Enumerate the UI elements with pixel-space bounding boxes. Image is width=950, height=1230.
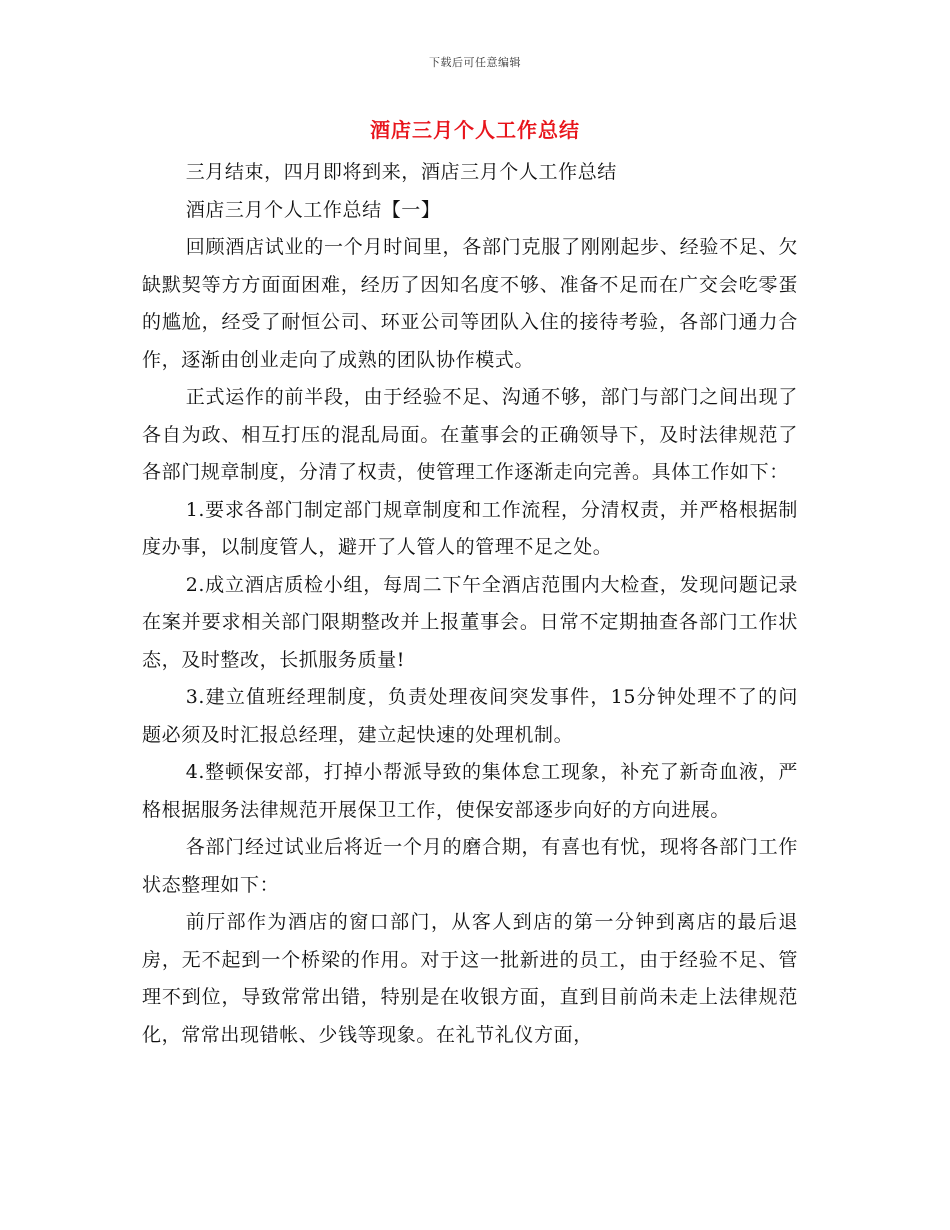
header-note: 下载后可任意编辑 (429, 56, 521, 69)
paragraph-front-office: 前厅部作为酒店的窗口部门，从客人到店的第一分钟到离店的最后退房，无不起到一个桥梁的作用。对于这一批新进的员工，由于经验不足、管理不到位，导致常常出错，特别是在收银方面，直到目前尚未走上法律规范化，常常出现错帐、少钱等现象。在礼节礼仪方面， (142, 911, 798, 1046)
paragraph-review: 回顾酒店试业的一个月时间里，各部门克服了刚刚起步、经验不足、欠缺默契等方方面面困难，经历了因知名度不够、准备不足而在广交会吃零蛋的尴尬，经受了耐恒公司、环亚公司等团队入住的接待考验，各部门通力合作，逐渐由创业走向了成熟的团队协作模式。 (142, 236, 798, 371)
paragraph-item-3: 3.建立值班经理制度，负责处理夜间突发事件，15分钟处理不了的问题必须及时汇报总经理，建立起快速的处理机制。 (142, 686, 798, 746)
paragraph-section-heading: 酒店三月个人工作总结【一】 (185, 198, 441, 221)
document-body (142, 154, 798, 1054)
document-title: 酒店三月个人工作总结 (370, 118, 580, 142)
paragraph-item-4: 4.整顿保安部，打掉小帮派导致的集体怠工现象，补充了新奇血液，严格根据服务法律规范开展保卫工作，使保安部逐步向好的方向进展。 (142, 761, 798, 821)
paragraph-operation: 正式运作的前半段，由于经验不足、沟通不够，部门与部门之间出现了各自为政、相互打压的混乱局面。在董事会的正确领导下，及时法律规范了各部门规章制度，分清了权责，使管理工作逐渐走向完善。具体工作如下： (142, 386, 798, 483)
paragraph-intro: 三月结束，四月即将到来，酒店三月个人工作总结 (185, 161, 617, 183)
paragraph-departments: 各部门经过试业后将近一个月的磨合期，有喜也有忧，现将各部门工作状态整理如下： (142, 836, 798, 896)
paragraph-item-2: 2.成立酒店质检小组，每周二下午全酒店范围内大检查，发现问题记录在案并要求相关部门限期整改并上报董事会。日常不定期抽查各部门工作状态，及时整改，长抓服务质量! (142, 573, 798, 671)
paragraph-item-1: 1.要求各部门制定部门规章制度和工作流程，分清权责，并严格根据制度办事，以制度管人，避开了人管人的管理不足之处。 (142, 498, 798, 558)
